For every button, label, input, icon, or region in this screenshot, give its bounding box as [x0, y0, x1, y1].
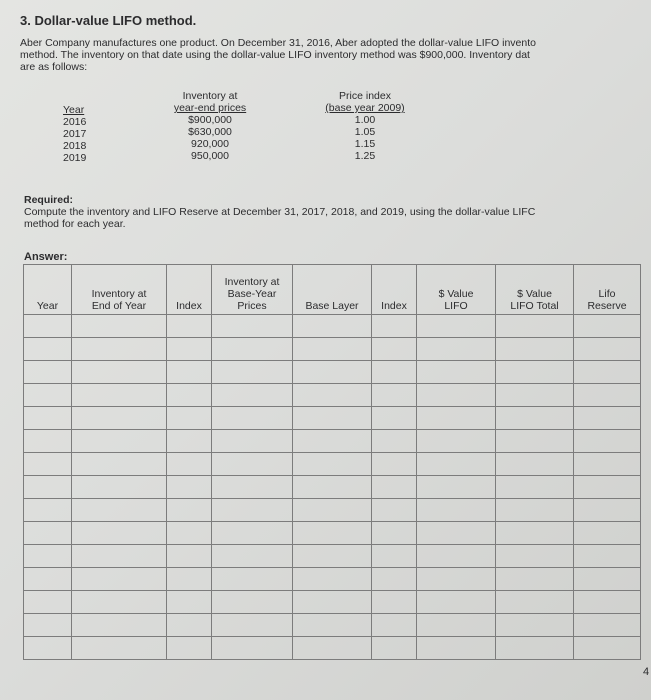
answer-cell[interactable] — [417, 591, 496, 614]
answer-cell[interactable] — [417, 545, 496, 568]
answer-cell[interactable] — [167, 568, 212, 591]
answer-cell[interactable] — [417, 315, 496, 338]
answer-column-header — [496, 265, 574, 315]
answer-cell[interactable] — [167, 407, 212, 430]
answer-cell[interactable] — [212, 407, 293, 430]
required-line: method for each year. — [24, 218, 126, 230]
answer-row — [24, 591, 641, 614]
answer-column-header — [24, 265, 72, 315]
answer-cell[interactable] — [574, 522, 641, 545]
answer-cell[interactable] — [574, 361, 641, 384]
answer-cell[interactable] — [167, 545, 212, 568]
inventory-cell: 920,000 — [191, 138, 229, 150]
answer-cell[interactable] — [24, 476, 72, 499]
answer-cell[interactable] — [293, 338, 372, 361]
inventory-header-line: Inventory at — [182, 90, 238, 102]
answer-cell[interactable] — [72, 430, 167, 453]
answer-label: Answer: — [24, 251, 68, 263]
answer-cell[interactable] — [293, 499, 372, 522]
answer-cell[interactable] — [574, 568, 641, 591]
answer-cell[interactable] — [496, 453, 574, 476]
answer-cell[interactable] — [24, 568, 72, 591]
answer-cell[interactable] — [24, 545, 72, 568]
answer-cell[interactable] — [293, 591, 372, 614]
answer-cell[interactable] — [574, 338, 641, 361]
answer-cell[interactable] — [72, 591, 167, 614]
answer-cell[interactable] — [417, 338, 496, 361]
answer-cell[interactable] — [574, 499, 641, 522]
column-header-line: Lifo — [598, 288, 616, 300]
answer-cell[interactable] — [417, 430, 496, 453]
answer-cell[interactable] — [72, 361, 167, 384]
answer-cell[interactable] — [372, 361, 417, 384]
answer-cell[interactable] — [24, 315, 72, 338]
problem-title: 3. Dollar-value LIFO method. — [20, 13, 197, 28]
required-line: Compute the inventory and LIFO Reserve at December 31, 2017, 2018, and 2019, using the dollar-value LIFC — [24, 206, 536, 218]
answer-body — [24, 315, 641, 660]
column-header-line: Base-Year — [227, 288, 277, 300]
answer-cell[interactable] — [212, 637, 293, 660]
answer-cell[interactable] — [72, 545, 167, 568]
answer-column-header — [167, 265, 212, 315]
answer-cell[interactable] — [293, 568, 372, 591]
index-header-line: (base year 2009) — [325, 102, 405, 114]
answer-row — [24, 499, 641, 522]
answer-cell[interactable] — [212, 315, 293, 338]
answer-cell[interactable] — [496, 637, 574, 660]
answer-cell[interactable] — [496, 545, 574, 568]
answer-cell[interactable] — [293, 315, 372, 338]
answer-cell[interactable] — [212, 384, 293, 407]
answer-cell[interactable] — [496, 568, 574, 591]
answer-cell[interactable] — [212, 476, 293, 499]
answer-row — [24, 522, 641, 545]
answer-cell[interactable] — [167, 614, 212, 637]
answer-cell[interactable] — [293, 430, 372, 453]
inventory-cell: $630,000 — [188, 126, 232, 138]
answer-row — [24, 453, 641, 476]
answer-cell[interactable] — [496, 522, 574, 545]
answer-cell[interactable] — [372, 499, 417, 522]
answer-cell[interactable] — [574, 453, 641, 476]
answer-cell[interactable] — [496, 476, 574, 499]
answer-cell[interactable] — [496, 407, 574, 430]
answer-cell[interactable] — [212, 568, 293, 591]
answer-cell[interactable] — [293, 407, 372, 430]
answer-cell[interactable] — [293, 476, 372, 499]
answer-cell[interactable] — [372, 453, 417, 476]
answer-cell[interactable] — [496, 591, 574, 614]
answer-cell[interactable] — [574, 384, 641, 407]
answer-cell[interactable] — [372, 384, 417, 407]
answer-cell[interactable] — [212, 499, 293, 522]
answer-cell[interactable] — [212, 361, 293, 384]
index-header-line: Price index — [339, 90, 391, 102]
answer-cell[interactable] — [167, 315, 212, 338]
index-cell: 1.00 — [354, 114, 376, 126]
answer-row — [24, 545, 641, 568]
answer-cell[interactable] — [372, 614, 417, 637]
answer-cell[interactable] — [72, 637, 167, 660]
answer-cell[interactable] — [72, 614, 167, 637]
answer-cell[interactable] — [574, 476, 641, 499]
answer-table — [23, 264, 641, 660]
inventory-header-line: year-end prices — [173, 102, 247, 114]
answer-cell[interactable] — [372, 591, 417, 614]
answer-cell[interactable] — [293, 522, 372, 545]
answer-cell[interactable] — [574, 591, 641, 614]
answer-cell[interactable] — [417, 499, 496, 522]
inventory-cell: 950,000 — [191, 150, 229, 162]
answer-cell[interactable] — [372, 315, 417, 338]
column-header-line: Year — [36, 300, 59, 312]
answer-header-row — [24, 265, 641, 315]
answer-cell[interactable] — [167, 453, 212, 476]
column-header-line: $ Value — [517, 288, 552, 300]
answer-cell[interactable] — [574, 614, 641, 637]
column-header-line: Reserve — [587, 300, 627, 312]
answer-cell[interactable] — [24, 522, 72, 545]
answer-cell[interactable] — [24, 407, 72, 430]
index-cell: 1.15 — [354, 138, 376, 150]
column-header-line: Inventory at — [91, 288, 147, 300]
answer-cell[interactable] — [72, 568, 167, 591]
inventory-cell: $900,000 — [188, 114, 232, 126]
answer-cell[interactable] — [417, 476, 496, 499]
year-header: Year — [63, 104, 85, 116]
answer-cell[interactable] — [24, 499, 72, 522]
answer-cell[interactable] — [372, 522, 417, 545]
column-header-line: LIFO Total — [510, 300, 559, 312]
answer-cell[interactable] — [167, 522, 212, 545]
answer-cell[interactable] — [417, 384, 496, 407]
answer-cell[interactable] — [496, 430, 574, 453]
year-cell: 2018 — [63, 140, 87, 152]
answer-cell[interactable] — [293, 545, 372, 568]
given-inventory-column — [155, 90, 265, 162]
answer-cell[interactable] — [212, 430, 293, 453]
answer-column-header — [72, 265, 167, 315]
answer-cell[interactable] — [72, 476, 167, 499]
answer-row — [24, 384, 641, 407]
intro-line: method. The inventory on that date using the dollar-value LIFO inventory method was $900,000. Inventory dat — [20, 49, 530, 61]
answer-cell[interactable] — [574, 315, 641, 338]
answer-cell[interactable] — [212, 453, 293, 476]
answer-cell[interactable] — [372, 430, 417, 453]
answer-cell[interactable] — [372, 568, 417, 591]
column-header-line: $ Value — [438, 288, 474, 300]
answer-cell[interactable] — [417, 614, 496, 637]
answer-row — [24, 476, 641, 499]
answer-cell[interactable] — [212, 338, 293, 361]
answer-row — [24, 315, 641, 338]
answer-cell[interactable] — [496, 384, 574, 407]
answer-cell[interactable] — [372, 407, 417, 430]
answer-cell[interactable] — [24, 453, 72, 476]
answer-row — [24, 614, 641, 637]
column-header-line: Index — [176, 300, 202, 312]
answer-cell[interactable] — [293, 614, 372, 637]
answer-cell[interactable] — [212, 522, 293, 545]
answer-cell[interactable] — [496, 614, 574, 637]
given-year-column — [63, 104, 99, 164]
answer-cell[interactable] — [24, 430, 72, 453]
problem-intro — [20, 37, 651, 73]
answer-cell[interactable] — [167, 430, 212, 453]
column-header-line: Inventory at — [224, 276, 280, 288]
answer-column-header — [212, 265, 293, 315]
answer-row — [24, 637, 641, 660]
answer-cell[interactable] — [167, 384, 212, 407]
answer-cell[interactable] — [372, 476, 417, 499]
answer-cell[interactable] — [24, 637, 72, 660]
answer-cell[interactable] — [24, 384, 72, 407]
year-cell: 2017 — [63, 128, 87, 140]
answer-column-header — [372, 265, 417, 315]
answer-cell[interactable] — [496, 315, 574, 338]
answer-cell[interactable] — [212, 591, 293, 614]
answer-cell[interactable] — [574, 637, 641, 660]
answer-row — [24, 407, 641, 430]
answer-cell[interactable] — [496, 338, 574, 361]
intro-line: are as follows: — [20, 61, 88, 73]
answer-cell[interactable] — [72, 338, 167, 361]
answer-cell[interactable] — [574, 430, 641, 453]
answer-cell[interactable] — [293, 453, 372, 476]
given-index-column — [310, 90, 420, 162]
answer-cell[interactable] — [167, 476, 212, 499]
answer-cell[interactable] — [417, 637, 496, 660]
answer-cell[interactable] — [293, 384, 372, 407]
column-header-line: Prices — [237, 300, 267, 312]
answer-cell[interactable] — [212, 545, 293, 568]
answer-cell[interactable] — [417, 522, 496, 545]
answer-cell[interactable] — [496, 499, 574, 522]
answer-column-header — [293, 265, 372, 315]
answer-cell[interactable] — [372, 637, 417, 660]
required-label: Required: — [24, 194, 74, 206]
answer-cell[interactable] — [72, 522, 167, 545]
answer-cell[interactable] — [24, 338, 72, 361]
answer-cell[interactable] — [24, 614, 72, 637]
answer-cell[interactable] — [72, 453, 167, 476]
index-cell: 1.05 — [354, 126, 376, 138]
required-text — [24, 206, 651, 230]
answer-cell[interactable] — [574, 545, 641, 568]
answer-row — [24, 430, 641, 453]
answer-cell[interactable] — [372, 545, 417, 568]
column-header-line: Base Layer — [305, 300, 359, 312]
answer-cell[interactable] — [167, 637, 212, 660]
answer-row — [24, 361, 641, 384]
answer-cell[interactable] — [24, 361, 72, 384]
answer-cell[interactable] — [417, 568, 496, 591]
answer-cell[interactable] — [167, 338, 212, 361]
answer-cell[interactable] — [167, 591, 212, 614]
answer-cell[interactable] — [212, 614, 293, 637]
intro-line: Aber Company manufactures one product. On December 31, 2016, Aber adopted the dollar-value LIFO invento — [20, 37, 536, 49]
answer-cell[interactable] — [24, 591, 72, 614]
column-header-line: LIFO — [444, 300, 468, 312]
answer-cell[interactable] — [167, 499, 212, 522]
answer-cell[interactable] — [417, 361, 496, 384]
answer-cell[interactable] — [417, 453, 496, 476]
answer-cell[interactable] — [72, 407, 167, 430]
answer-column-header — [417, 265, 496, 315]
index-cell: 1.25 — [354, 150, 376, 162]
year-cell: 2016 — [63, 116, 87, 128]
column-header-line: Index — [381, 300, 407, 312]
column-header-line: End of Year — [91, 300, 147, 312]
answer-cell[interactable] — [293, 637, 372, 660]
answer-cell[interactable] — [417, 407, 496, 430]
answer-cell[interactable] — [72, 499, 167, 522]
answer-cell[interactable] — [372, 338, 417, 361]
answer-cell[interactable] — [293, 361, 372, 384]
page-number: 4 — [643, 666, 650, 678]
year-cell: 2019 — [63, 152, 87, 164]
answer-cell[interactable] — [72, 384, 167, 407]
answer-cell[interactable] — [574, 407, 641, 430]
answer-column-header — [574, 265, 641, 315]
answer-cell[interactable] — [167, 361, 212, 384]
answer-row — [24, 568, 641, 591]
answer-row — [24, 338, 641, 361]
answer-cell[interactable] — [496, 361, 574, 384]
answer-cell[interactable] — [72, 315, 167, 338]
